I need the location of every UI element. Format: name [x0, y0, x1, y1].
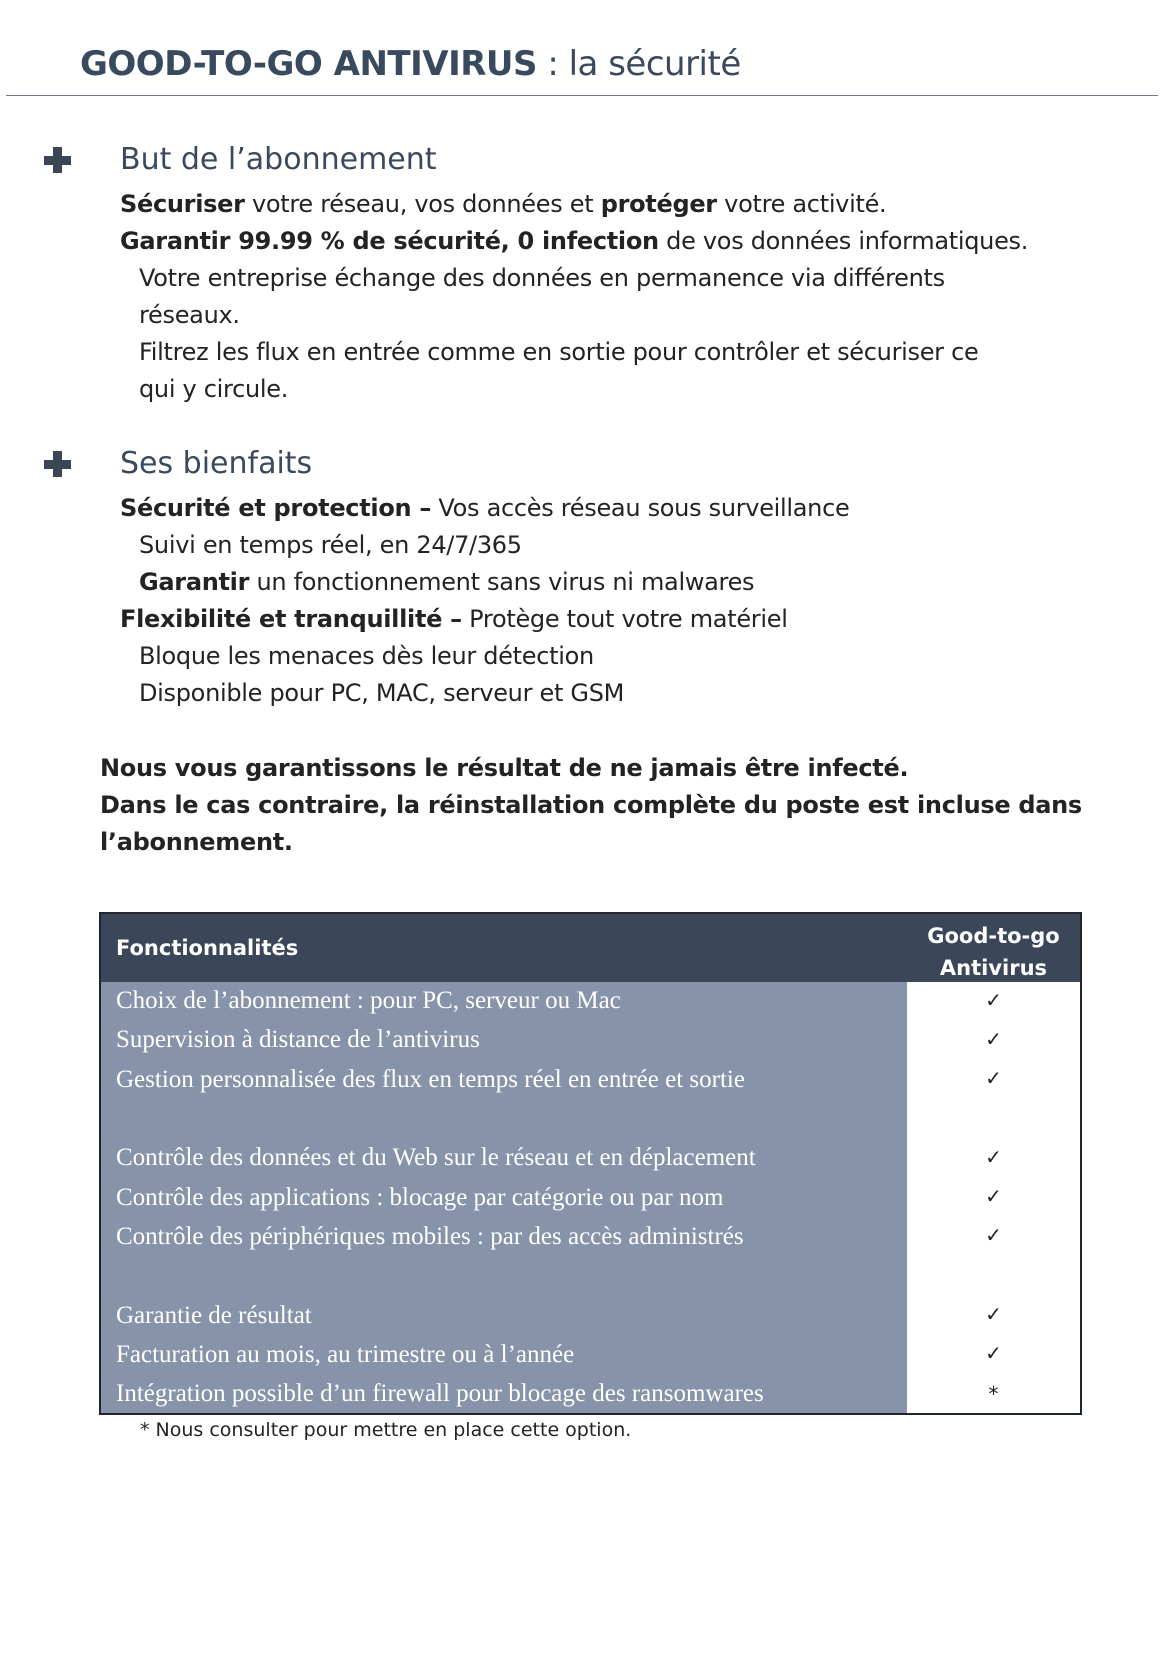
table-row-feature: Contrôle des applications : blocage par catégorie ou par nom [116, 1184, 724, 1211]
goal-line-1-end: votre activité. [716, 190, 887, 218]
table-header [101, 914, 1080, 982]
checkmark-icon: ✓ [985, 1184, 1002, 1208]
goal-line-4: réseaux. [139, 301, 240, 329]
checkmark-icon: ✓ [985, 1223, 1002, 1247]
benefit-line-4 [120, 605, 788, 633]
checkmark-icon: ✓ [985, 988, 1002, 1012]
benefit-line-6: Disponible pour PC, MAC, serveur et GSM [139, 679, 625, 707]
page-title [80, 44, 741, 84]
guarantee-line-3: l’abonnement. [100, 828, 293, 856]
benefit-line-5: Bloque les menaces dès leur détection [139, 642, 594, 670]
header-product-line-2: Antivirus [939, 956, 1048, 980]
table-row-feature: Contrôle des données et du Web sur le réseau et en déplacement [116, 1144, 756, 1171]
footnote: * Nous consulter pour mettre en place cette option. [140, 1419, 632, 1441]
checkmark-icon: ✓ [985, 1066, 1002, 1090]
table-row-feature: Garantie de résultat [116, 1302, 312, 1329]
table-row-feature: Choix de l’abonnement : pour PC, serveur ou Mac [116, 987, 621, 1014]
benefit-line-2: Suivi en temps réel, en 24/7/365 [139, 531, 522, 559]
asterisk-icon: * [988, 1382, 999, 1406]
section-heading-benefits: Ses bienfaits [120, 446, 313, 481]
section-heading-goal: But de l’abonnement [120, 142, 437, 177]
page-title-rest: : la sécurité [537, 44, 741, 84]
benefit-flexibility-bold: Flexibilité et tranquillité – [120, 605, 462, 633]
plus-icon [42, 145, 74, 177]
table-row-feature: Gestion personnalisée des flux en temps réel en entrée et sortie [116, 1066, 745, 1093]
checkmark-icon: ✓ [985, 1145, 1002, 1169]
goal-line-2 [120, 227, 1028, 255]
header-product [907, 920, 1080, 984]
guarantee-line-1: Nous vous garantissons le résultat de ne jamais être infecté. [100, 754, 909, 782]
benefit-line-3 [139, 568, 754, 596]
goal-line-2-text: de vos données informatiques. [658, 227, 1029, 255]
table-row-feature: Facturation au mois, au trimestre ou à l’année [116, 1341, 575, 1368]
benefit-line-4-text: Protège tout votre matériel [461, 605, 788, 633]
checkmark-icon: ✓ [985, 1027, 1002, 1051]
title-divider [6, 95, 1158, 96]
goal-line-3: Votre entreprise échange des données en permanence via différents [139, 264, 945, 292]
checkmark-icon: ✓ [985, 1341, 1002, 1365]
benefit-line-3-text: un fonctionnement sans virus ni malwares [249, 568, 755, 596]
features-table [99, 912, 1082, 1415]
header-features: Fonctionnalités [116, 936, 299, 960]
goal-line-6: qui y circule. [139, 375, 289, 403]
goal-guarantee-bold: Garantir 99.99 % de sécurité, 0 infection [120, 227, 659, 255]
goal-protect-bold: protéger [600, 190, 717, 218]
plus-icon [42, 449, 74, 481]
checkmark-icon: ✓ [985, 1302, 1002, 1326]
page-title-brand: GOOD-TO-GO ANTIVIRUS [80, 44, 538, 84]
table-row-feature: Contrôle des périphériques mobiles : par des accès administrés [116, 1223, 744, 1250]
benefit-security-bold: Sécurité et protection – [120, 494, 432, 522]
benefit-line-1 [120, 494, 849, 522]
goal-secure-bold: Sécuriser [120, 190, 245, 218]
table-row-feature: Supervision à distance de l’antivirus [116, 1026, 480, 1053]
goal-line-1-text: votre réseau, vos données et [244, 190, 601, 218]
benefit-guarantee-bold: Garantir [139, 568, 250, 596]
benefit-line-1-text: Vos accès réseau sous surveillance [431, 494, 850, 522]
header-product-line-1: Good-to-go [927, 924, 1060, 948]
table-row-feature: Intégration possible d’un firewall pour blocage des ransomwares [116, 1380, 764, 1407]
guarantee-line-2: Dans le cas contraire, la réinstallation complète du poste est incluse dans [100, 791, 1082, 819]
goal-line-1 [120, 190, 886, 218]
goal-line-5: Filtrez les flux en entrée comme en sortie pour contrôler et sécuriser ce [139, 338, 979, 366]
